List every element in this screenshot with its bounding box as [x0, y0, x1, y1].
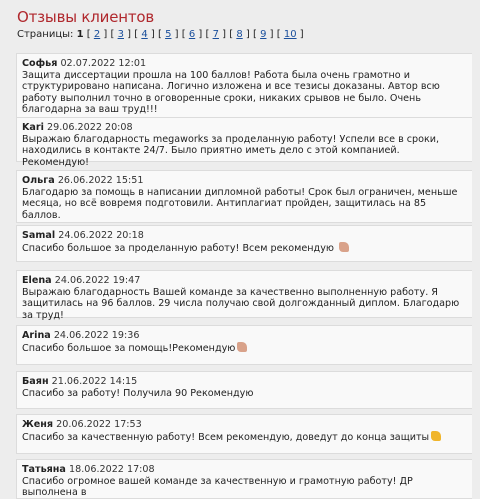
thumbs-up-icon: [431, 431, 441, 441]
pager-label: Страницы:: [17, 29, 74, 40]
review-text: Спасибо за качественную работу! Всем рекомендую, доведут до конца защиты: [22, 431, 430, 443]
review-date: 24.06.2022 19:47: [54, 275, 141, 286]
review-card: [16, 459, 472, 499]
review-date: 18.06.2022 17:08: [68, 464, 155, 475]
review-date: 24.06.2022 20:18: [58, 230, 144, 241]
review-author: Татьяна: [22, 464, 66, 475]
review-text: Спасибо большое за помощь!Рекомендую: [22, 342, 236, 354]
review-author: Баян: [22, 376, 49, 387]
review-card: [16, 270, 472, 321]
review-text: Спасибо огромное вашей команде за качественную и грамотную работу! ДР выполнена в: [22, 475, 413, 499]
review-card: [16, 325, 472, 365]
review-card: [16, 414, 472, 454]
review-text: Спасибо большое за проделанную работу! Всем рекомендую: [22, 242, 334, 254]
pager-link-5[interactable]: 5: [165, 29, 172, 40]
pager-link-9[interactable]: 9: [260, 29, 267, 40]
review-text: Спасибо за работу! Получила 90 Рекомендую: [22, 387, 254, 399]
review-card: [16, 117, 472, 168]
review-text: Защита диссертации прошла на 100 баллов! Работа была очень грамотно и структурировано написана. Логично изложена и все тезисы доказаны. Автор всю работу выполнил точно в оговоренные сроки, никаких срывов не было. Очень благодарна за ваш труд!!!: [22, 69, 440, 116]
pager-link-2[interactable]: 2: [93, 29, 101, 40]
pager-link-7[interactable]: 7: [212, 29, 219, 40]
review-author: Arina: [22, 330, 51, 341]
review-text: Выражаю благодарность megaworks за проделанную работу! Успели все в сроки, находились в контакте 24/7. Было приятно иметь дело с этой компанией. Рекомендую!: [22, 133, 440, 168]
review-author: Elena: [22, 275, 52, 286]
review-date: 24.06.2022 19:36: [53, 330, 140, 341]
review-card: [16, 225, 472, 262]
pager-link-8[interactable]: 8: [236, 29, 243, 40]
thumbs-up-icon: [237, 342, 247, 352]
review-author: Kari: [22, 122, 44, 133]
review-author: Samal: [22, 230, 56, 241]
review-author: Софья: [22, 58, 58, 69]
review-date: 02.07.2022 12:01: [60, 58, 147, 69]
review-author: Женя: [22, 419, 54, 430]
pager-link-3[interactable]: 3: [117, 29, 124, 40]
review-text: Выражаю благодарность Вашей команде за качественно выполненную работу. Я защитилась на 96 баллов. 29 числа получаю свой долгожданный диплом. Благодарю за труд!: [22, 286, 460, 321]
review-card: [16, 371, 472, 409]
review-author: Ольга: [22, 175, 55, 186]
page-title: Отзывы клиентов: [17, 8, 155, 26]
thumbs-up-icon: [339, 242, 349, 252]
review-date: 26.06.2022 15:51: [57, 175, 144, 186]
pager-link-4[interactable]: 4: [141, 29, 148, 40]
pager-link-6[interactable]: 6: [188, 29, 196, 40]
review-card: [16, 170, 472, 223]
pagination: Страницы: 1 [ 2 ] [ 3 ] [ 4 ] [ 5 ] [ 6 ] [ 7 ] [ 8 ] [ 9 ] [ 10 ]: [17, 29, 304, 40]
pager-current-page: 1: [76, 29, 84, 40]
pager-link-10[interactable]: 10: [283, 29, 297, 40]
review-date: 29.06.2022 20:08: [47, 122, 133, 133]
review-date: 21.06.2022 14:15: [51, 376, 138, 387]
review-text: Благодарю за помощь в написании дипломной работы! Срок был ограничен, меньше месяца, но всё вовремя подготовили. Антиплагиат пройден, защитилась на 85 баллов.: [22, 186, 458, 221]
review-date: 20.06.2022 17:53: [56, 419, 142, 430]
